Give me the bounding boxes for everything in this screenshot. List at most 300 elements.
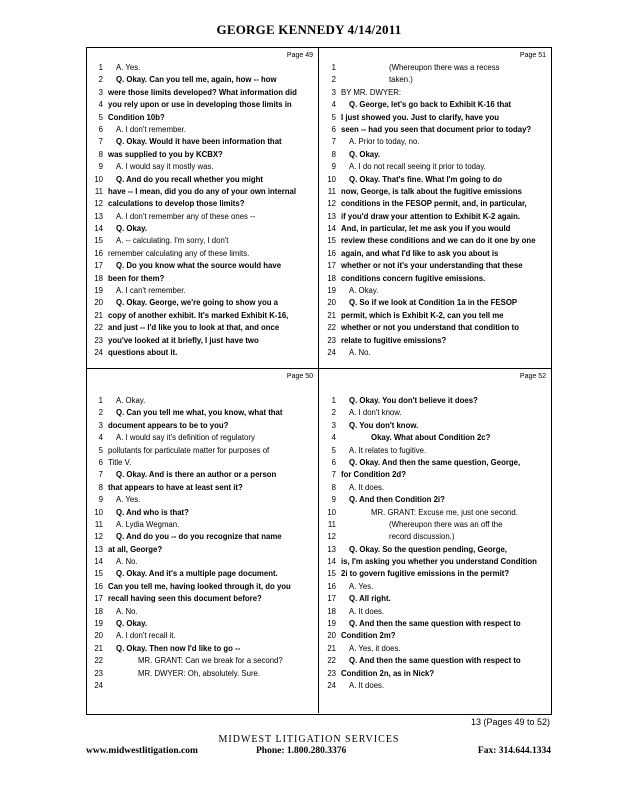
line-number: 2 [98,408,103,418]
line-number: 18 [327,273,336,283]
transcript-line [86,581,317,593]
line-number: 19 [94,619,103,629]
transcript-line [86,544,317,556]
transcript-line [319,112,550,124]
line-text: Q. Can you tell me what, you know, what that [116,408,283,418]
line-number: 9 [98,162,103,172]
line-number: 8 [98,149,103,159]
transcript-line [86,335,317,347]
line-text: recall having seen this document before? [108,594,262,604]
line-text: Q. Okay. And it's a multiple page document. [116,569,278,579]
line-text: Q. And do you -- do you recognize that name [116,532,282,542]
line-text: conditions concern fugitive emissions. [341,273,486,283]
line-number: 4 [331,100,336,110]
transcript-line [86,136,317,148]
transcript-line [319,469,550,481]
line-number: 19 [94,286,103,296]
transcript-line [319,149,550,161]
transcript-line [86,112,317,124]
transcript-line [86,186,317,198]
line-text: Q. Okay. That's fine. What I'm going to do [349,174,503,184]
transcript-line [86,285,317,297]
line-number: 21 [327,643,336,653]
line-number: 24 [94,347,103,357]
transcript-line [86,198,317,210]
line-text: MR. DWYER: Oh, absolutely. Sure. [138,668,261,678]
line-number: 17 [327,594,336,604]
line-number: 12 [327,532,336,542]
transcript-line [319,174,550,186]
page-number: Page 49 [286,52,313,59]
line-text: Q. All right. [349,594,391,604]
line-number: 4 [98,100,103,110]
transcript-line [86,630,317,642]
line-text: A. I would say it's definition of regulatory [116,433,255,443]
transcript-line [319,407,550,419]
line-number: 14 [327,224,336,234]
line-text: and just -- I'd like you to look at that, and once [108,323,280,333]
transcript-line [86,519,317,531]
transcript-line [319,630,550,642]
line-text: A. Okay. [116,396,146,405]
line-number: 14 [94,557,103,567]
line-text: Okay. What about Condition 2c? [371,433,491,443]
line-number: 18 [94,273,103,283]
line-text: A. Lydia Wegman. [116,519,180,529]
line-text: taken.) [389,75,413,85]
transcript-line [319,124,550,136]
line-text: A. -- calculating. I'm sorry, I don't [116,236,229,246]
transcript-line [319,655,550,667]
line-text: A. I don't remember. [116,124,186,134]
line-number: 17 [327,261,336,271]
line-text: is, I'm asking you whether you understand Condition [341,557,537,567]
line-text: 2i to govern fugitive emissions in the permit? [341,569,510,579]
line-text: Q. Okay. And then the same question, George, [349,457,521,467]
line-number: 22 [94,656,103,666]
line-number: 22 [94,323,103,333]
transcript-lines [86,62,317,359]
line-number: 10 [327,174,336,184]
line-text: BY MR. DWYER: [341,87,402,97]
line-text: A. I don't remember any of these ones -- [116,211,256,221]
line-number: 23 [327,668,336,678]
line-text: Q. Okay. Can you tell me, again, how -- how [116,75,277,85]
line-text: MR. GRANT: Excuse me, just one second. [371,507,518,517]
line-number: 8 [331,482,336,492]
transcript-line [86,668,317,680]
line-text: Q. And then Condition 2i? [349,495,445,505]
line-number: 1 [98,63,103,72]
line-number: 21 [327,310,336,320]
transcript-line [319,248,550,260]
line-text: conditions in the FESOP permit, and, in particular, [341,199,527,209]
transcript-line [86,494,317,506]
transcript-lines [319,62,550,359]
line-text: that appears to have at least sent it? [108,482,243,492]
line-text: A. It does. [349,482,385,492]
line-number: 20 [327,631,336,641]
line-number: 11 [327,186,336,196]
line-number: 24 [327,680,336,690]
line-number: 4 [98,433,103,443]
line-text: Q. Okay. So the question pending, George, [349,544,507,554]
line-number: 2 [331,75,336,85]
line-number: 3 [331,420,336,430]
transcript-line [86,174,317,186]
footer-phone: Phone: 1.800.280.3376 [256,746,347,756]
transcript-line [86,310,317,322]
line-text: for Condition 2d? [341,470,406,480]
transcript-line [86,347,317,359]
line-text: A. Yes. [116,63,141,72]
transcript-line [319,457,550,469]
transcript-line [86,260,317,272]
transcript-line [86,618,317,630]
transcript-line [319,643,550,655]
line-text: calculations to develop those limits? [108,199,245,209]
line-number: 21 [94,310,103,320]
transcript-line [319,581,550,593]
line-text: A. No. [349,347,371,357]
transcript-line [319,395,550,407]
line-text: Q. Okay. [349,149,381,159]
line-number: 14 [94,224,103,234]
line-number: 7 [331,470,336,480]
line-number: 8 [98,482,103,492]
transcript-line [86,643,317,655]
line-number: 5 [98,445,103,455]
line-text: A. I do not recall seeing it prior to today. [349,162,486,172]
line-number: 2 [331,408,336,418]
footer-fax: Fax: 314.644.1334 [477,746,551,756]
line-text: Q. Do you know what the source would have [116,261,282,271]
transcript-line [319,161,550,173]
line-number: 13 [327,211,336,221]
panel-page-52 [319,369,550,712]
transcript-line [319,285,550,297]
line-number: 6 [331,457,336,467]
line-number: 17 [94,594,103,604]
line-text: A. Okay. [349,286,379,296]
transcript-line [86,273,317,285]
line-text: Condition 2m? [341,631,396,641]
transcript-line [319,519,550,531]
line-number: 16 [327,248,336,258]
transcript-line [86,87,317,99]
transcript-line [86,432,317,444]
transcript-lines [86,395,317,692]
line-number: 11 [94,186,103,196]
line-text: been for them? [108,273,165,283]
line-number: 7 [331,137,336,147]
line-text: Q. Okay. Would it have been information that [116,137,282,147]
line-text: were those limits developed? What information did [108,87,297,97]
transcript-line [86,655,317,667]
transcript-lines [319,395,550,692]
line-text: seen -- had you seen that document prior to today? [341,124,532,134]
panel-page-50 [86,369,317,712]
transcript-line [319,432,550,444]
line-number: 15 [327,569,336,579]
line-number: 11 [327,519,336,529]
transcript-line [86,680,317,692]
line-text: And, in particular, let me ask you if you would [341,224,511,234]
transcript-line [86,395,317,407]
line-text: remember calculating any of these limits. [108,248,250,258]
line-number: 1 [331,396,336,405]
transcript-line [86,223,317,235]
line-text: again, and what I'd like to ask you about is [341,248,499,258]
line-text: A. Yes, it does. [349,643,401,653]
line-number: 4 [331,433,336,443]
transcript-line [86,74,317,86]
transcript-line [86,593,317,605]
line-number: 7 [98,470,103,480]
line-text: Q. Okay. [116,619,148,629]
line-number: 23 [94,668,103,678]
transcript-line [319,507,550,519]
transcript-line [319,544,550,556]
transcript-line [319,618,550,630]
transcript-line [86,211,317,223]
line-text: A. I don't recall it. [116,631,176,641]
line-text: document appears to be to you? [108,420,229,430]
transcript-line [319,494,550,506]
transcript-line [319,136,550,148]
transcript-line [86,469,317,481]
transcript-line [86,445,317,457]
line-number: 12 [327,199,336,209]
line-text: you've looked at it briefly, I just have two [108,335,259,345]
line-number: 15 [94,569,103,579]
transcript-line [86,99,317,111]
transcript-line [86,482,317,494]
transcript-line [86,420,317,432]
line-text: now, George, is talk about the fugitive emissions [341,186,522,196]
transcript-line [319,87,550,99]
line-number: 7 [98,137,103,147]
line-text: was supplied to you by KCBX? [108,149,223,159]
line-text: A. I don't know. [349,408,402,418]
transcript-line [86,248,317,260]
transcript-line [319,223,550,235]
line-text: A. No. [116,557,138,567]
footer-website: www.midwestlitigation.com [86,746,198,756]
transcript-line [319,297,550,309]
line-number: 3 [331,87,336,97]
line-text: Q. Okay. And is there an author or a person [116,470,277,480]
transcript-line [319,420,550,432]
line-text: Q. Okay. [116,224,148,234]
transcript-line [319,568,550,580]
line-number: 5 [331,445,336,455]
line-number: 15 [94,236,103,246]
transcript-line [319,62,550,74]
transcript-line [319,445,550,457]
transcript-line [319,235,550,247]
panel-page-49 [86,48,317,368]
transcript-line [86,62,317,74]
page-number: Page 51 [519,52,546,59]
line-text: permit, which is Exhibit K-2, can you tell me [341,310,504,320]
line-text: Q. And who is that? [116,507,189,517]
line-number: 9 [331,495,336,505]
line-text: Q. Okay. You don't believe it does? [349,396,478,405]
line-number: 10 [94,174,103,184]
transcript-line [86,124,317,136]
line-number: 1 [331,63,336,72]
line-text: whether or not it's your understanding that these [341,261,523,271]
line-text: whether or not you understand that condition to [341,323,520,333]
panel-page-51 [319,48,550,368]
line-number: 21 [94,643,103,653]
document-header: GEORGE KENNEDY 4/14/2011 [216,22,402,37]
line-number: 6 [331,124,336,134]
line-text: Condition 2n, as in Nick? [341,668,435,678]
page-range: 13 (Pages 49 to 52) [470,717,550,727]
line-number: 10 [327,507,336,517]
line-text: questions about it. [108,347,178,357]
line-number: 19 [327,286,336,296]
footer-contact [86,746,551,760]
line-number: 8 [331,149,336,159]
line-number: 10 [94,507,103,517]
transcript-line [319,260,550,272]
line-text: pollutants for particulate matter for purposes of [108,445,270,455]
line-number: 15 [327,236,336,246]
line-number: 1 [98,396,103,405]
page-number: Page 52 [519,373,546,380]
line-number: 18 [94,606,103,616]
transcript-line [86,531,317,543]
transcript-line [319,556,550,568]
line-text: Q. You don't know. [349,420,419,430]
transcript-line [86,556,317,568]
line-number: 17 [94,261,103,271]
line-text: Q. And do you recall whether you might [116,174,263,184]
line-number: 22 [327,656,336,666]
line-text: Q. Okay. George, we're going to show you a [116,298,279,308]
line-text: Q. And then the same question with respect to [349,656,521,666]
line-number: 22 [327,323,336,333]
line-number: 12 [94,532,103,542]
line-number: 20 [94,298,103,308]
transcript-line [319,99,550,111]
line-text: have -- I mean, did you do any of your own internal [108,186,297,196]
transcript-line [86,149,317,161]
line-text: A. No. [116,606,138,616]
line-text: copy of another exhibit. It's marked Exhibit K-16, [108,310,289,320]
line-number: 24 [327,347,336,357]
line-text: A. I can't remember. [116,286,186,296]
transcript-line [319,310,550,322]
footer-company: MIDWEST LITIGATION SERVICES [218,734,400,745]
line-number: 12 [94,199,103,209]
transcript-line [319,680,550,692]
transcript-line [319,198,550,210]
transcript-line [319,593,550,605]
transcript-line [319,606,550,618]
line-number: 5 [331,112,336,122]
line-text: MR. GRANT: Can we break for a second? [138,656,283,666]
transcript-line [319,186,550,198]
line-text: (Whereupon there was a recess [389,63,500,72]
line-text: review these conditions and we can do it one by one [341,236,536,246]
transcript-line [86,568,317,580]
line-text: A. Prior to today, no. [349,137,420,147]
line-number: 16 [327,581,336,591]
transcript-line [319,482,550,494]
line-text: I just showed you. Just to clarify, have you [341,112,499,122]
line-text: A. It does. [349,680,385,690]
line-number: 16 [94,581,103,591]
transcript-line [86,507,317,519]
transcript-line [319,322,550,334]
line-number: 6 [98,124,103,134]
line-number: 13 [94,211,103,221]
line-text: Q. Okay. Then now I'd like to go -- [116,643,241,653]
transcript-line [86,407,317,419]
transcript-line [319,74,550,86]
transcript-line [86,235,317,247]
line-number: 9 [331,162,336,172]
transcript-line [319,668,550,680]
line-text: A. Yes. [349,581,374,591]
line-number: 16 [94,248,103,258]
transcript-line [319,347,550,359]
line-text: A. Yes. [116,495,141,505]
line-number: 23 [327,335,336,345]
transcript-line [86,322,317,334]
line-text: A. It relates to fugitive. [349,445,427,455]
line-text: record discussion.) [389,532,455,542]
transcript-line [86,297,317,309]
line-number: 5 [98,112,103,122]
line-text: at all, George? [108,544,163,554]
line-text: A. I would say it mostly was. [116,162,214,172]
line-text: A. It does. [349,606,385,616]
transcript-line [86,457,317,469]
line-number: 11 [94,519,103,529]
line-number: 9 [98,495,103,505]
page-number: Page 50 [286,373,313,380]
line-text: Q. George, let's go back to Exhibit K-16 that [349,100,512,110]
line-number: 20 [327,298,336,308]
line-number: 2 [98,75,103,85]
line-text: Condition 10b? [108,112,165,122]
line-text: if you'd draw your attention to Exhibit K-2 again. [341,211,521,221]
line-number: 18 [327,606,336,616]
line-number: 19 [327,619,336,629]
line-text: you rely upon or use in developing those limits in [108,100,292,110]
transcript-line [86,161,317,173]
line-text: Title V. [108,457,132,467]
line-number: 14 [327,557,336,567]
transcript-line [319,211,550,223]
transcript-line [319,335,550,347]
line-number: 3 [98,87,103,97]
line-number: 6 [98,457,103,467]
line-number: 13 [327,544,336,554]
line-number: 23 [94,335,103,345]
transcript-line [319,531,550,543]
line-number: 20 [94,631,103,641]
line-text: Can you tell me, having looked through it, do you [108,581,291,591]
line-number: 24 [94,680,103,690]
transcript-line [86,606,317,618]
line-text: (Whereupon there was an off the [389,519,503,529]
